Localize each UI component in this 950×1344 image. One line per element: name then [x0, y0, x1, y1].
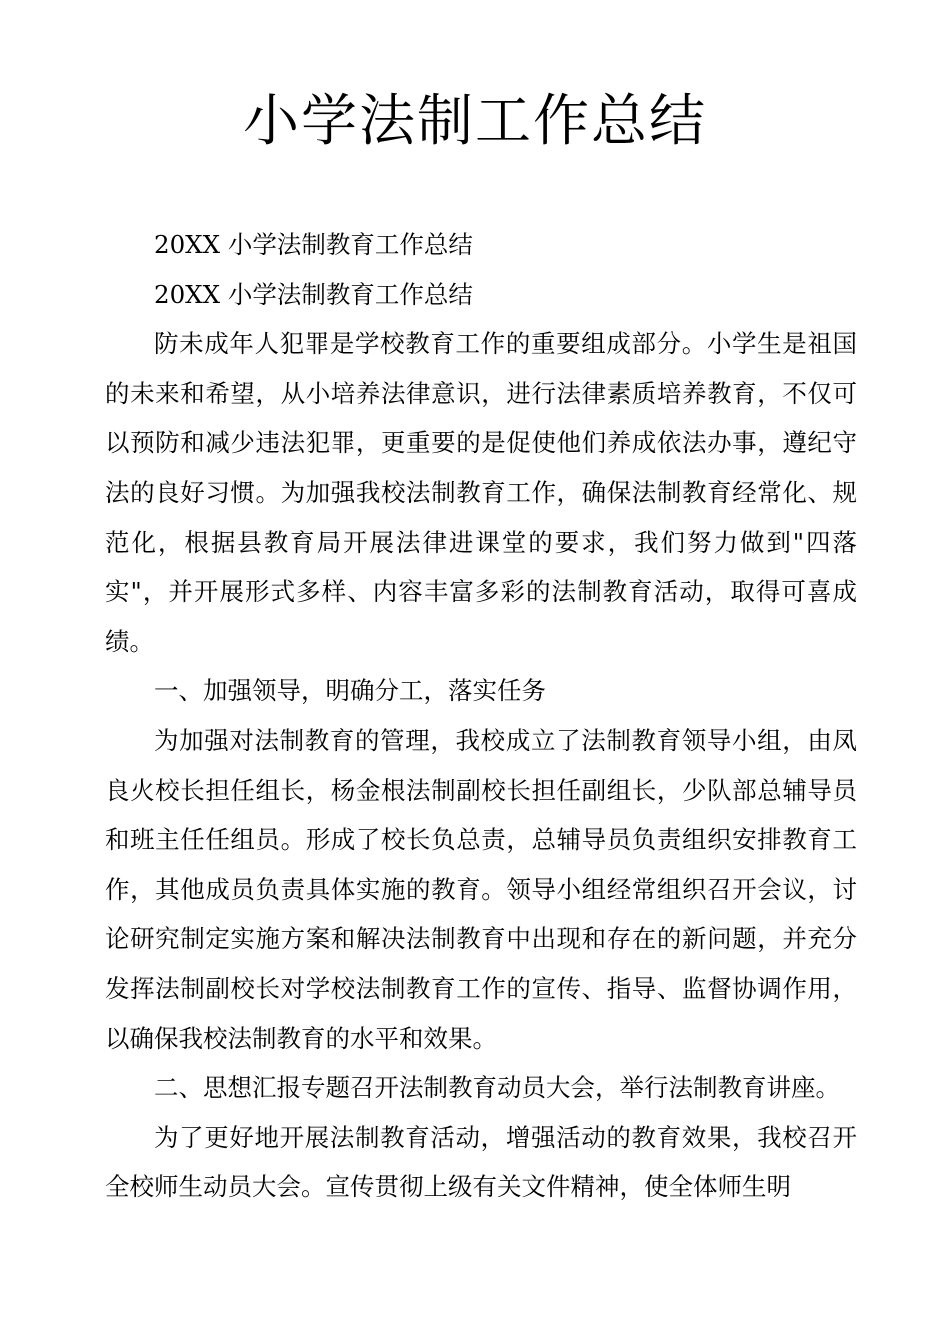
- section-heading: 二、思想汇报专题召开法制教育动员大会，举行法制教育讲座。: [154, 1073, 840, 1103]
- section-heading: 一、加强领导，明确分工，落实任务: [154, 676, 546, 706]
- subtitle-line: 20XX 小学法制教育工作总结: [154, 279, 473, 309]
- body-paragraph: 防未成年人犯罪是学校教育工作的重要组成部分。小学生是祖国的未来和希望，从小培养法律意识，进行法律素质培养教育，不仅可以预防和减少违法犯罪，更重要的是促使他们养成依法办事，遵纪守法的良好习惯。为加强我校法制教育工作，确保法制教育经常化、规范化，根据县教育局开展法律进课堂的要求，我们努力做到"四落实"，并开展形式多样、内容丰富多彩的法制教育活动，取得可喜成绩。: [105, 329, 857, 656]
- body-paragraph: 为加强对法制教育的管理，我校成立了法制教育领导小组，由凤良火校长担任组长，杨金根法制副校长担任副组长，少队部总辅导员和班主任任组员。形成了校长负总责，总辅导员负责组织安排教育工作，其他成员负责具体实施的教育。领导小组经常组织召开会议，讨论研究制定实施方案和解决法制教育中出现和存在的新问题，并充分发挥法制副校长对学校法制教育工作的宣传、指导、监督协调作用，以确保我校法制教育的水平和效果。: [105, 725, 857, 1053]
- body-paragraph: 为了更好地开展法制教育活动，增强活动的教育效果，我校召开全校师生动员大会。宣传贯彻上级有关文件精神，使全体师生明: [105, 1122, 857, 1202]
- subtitle-line: 20XX 小学法制教育工作总结: [154, 230, 473, 259]
- document-body: [105, 220, 857, 1212]
- document-title: 小学法制工作总结: [243, 89, 707, 154]
